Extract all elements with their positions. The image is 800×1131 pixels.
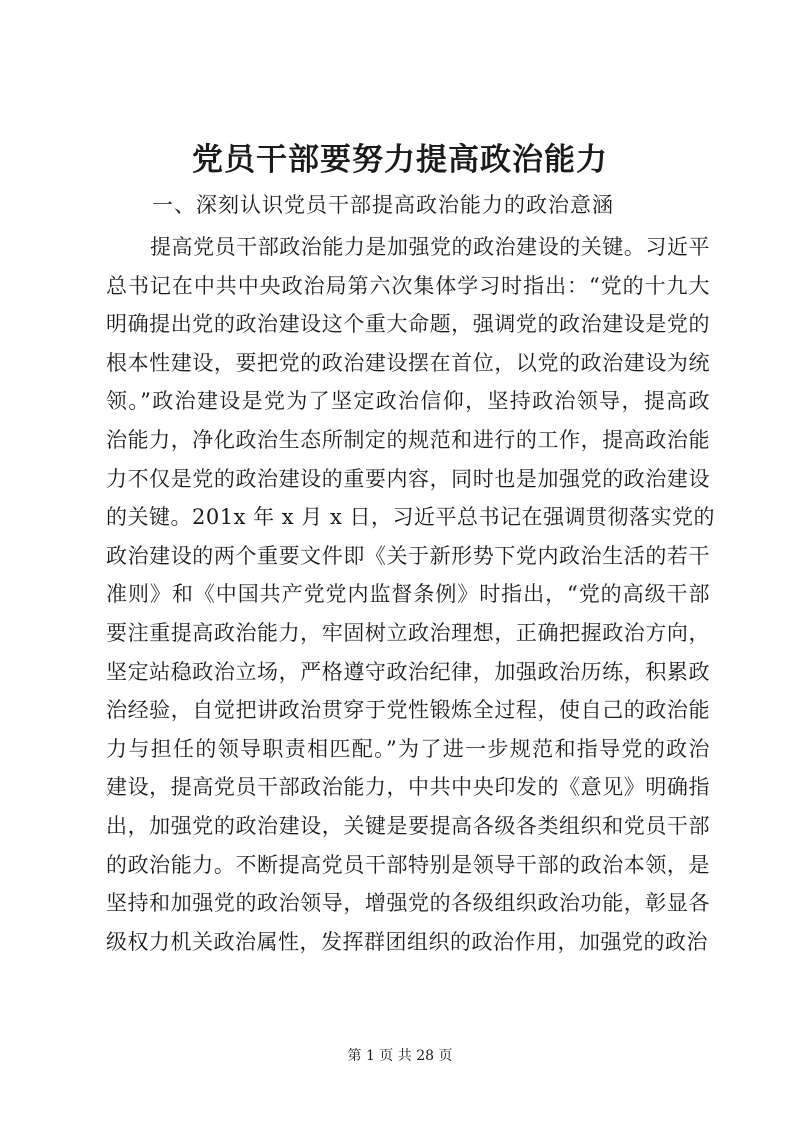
body-line: 力不仅是党的政治建设的重要内容，同时也是加强党的政治建设 xyxy=(106,466,710,491)
page-number-footer: 第 1 页 共 28 页 xyxy=(347,1048,453,1064)
body-line: 政治建设的两个重要文件即《关于新形势下党内政治生活的若干 xyxy=(106,543,710,568)
body-line: 要注重提高政治能力，牢固树立政治理想，正确把握政治方向， xyxy=(106,620,710,645)
body-paragraph xyxy=(106,228,715,961)
body-line: 提高党员干部政治能力是加强党的政治建设的关键。习近平 xyxy=(150,235,710,259)
body-line: 出，加强党的政治建设，关键是要提高各级各类组织和党员干部 xyxy=(106,813,710,838)
body-line: 准则》和《中国共产党党内监督条例》时指出，“党的高级干部 xyxy=(106,582,710,607)
body-line: 级权力机关政治属性，发挥群团组织的政治作用，加强党的政治 xyxy=(106,929,708,954)
body-line: 坚持和加强党的政治领导，增强党的各级组织政治功能，彰显各 xyxy=(106,891,710,916)
body-line: 领。”政治建设是党为了坚定政治信仰，坚持政治领导，提高政 xyxy=(106,389,710,414)
section-heading: 一、深刻认识党员干部提高政治能力的政治意涵 xyxy=(152,193,614,217)
body-line: 的政治能力。不断提高党员干部特别是领导干部的政治本领，是 xyxy=(106,852,710,877)
body-line: 治能力，净化政治生态所制定的规范和进行的工作，提高政治能 xyxy=(106,427,710,452)
body-line: 根本性建设，要把党的政治建设摆在首位，以党的政治建设为统 xyxy=(106,350,710,375)
body-line: 力与担任的领导职责相匹配。”为了进一步规范和指导党的政治 xyxy=(106,736,710,761)
body-line: 建设，提高党员干部政治能力，中共中央印发的《意见》明确指 xyxy=(106,775,710,800)
body-line: 总书记在中共中央政治局第六次集体学习时指出：“党的十九大 xyxy=(106,273,710,298)
body-line: 的关键。201x 年 x 月 x 日，习近平总书记在强调贯彻落实党的 xyxy=(106,505,715,530)
body-line: 明确提出党的政治建设这个重大命题，强调党的政治建设是党的 xyxy=(106,312,710,337)
body-line: 坚定站稳政治立场，严格遵守政治纪律，加强政治历练，积累政 xyxy=(106,659,710,684)
document-title: 党员干部要努力提高政治能力 xyxy=(192,142,608,178)
body-line: 治经验，自觉把讲政治贯穿于党性锻炼全过程，使自己的政治能 xyxy=(106,698,710,723)
